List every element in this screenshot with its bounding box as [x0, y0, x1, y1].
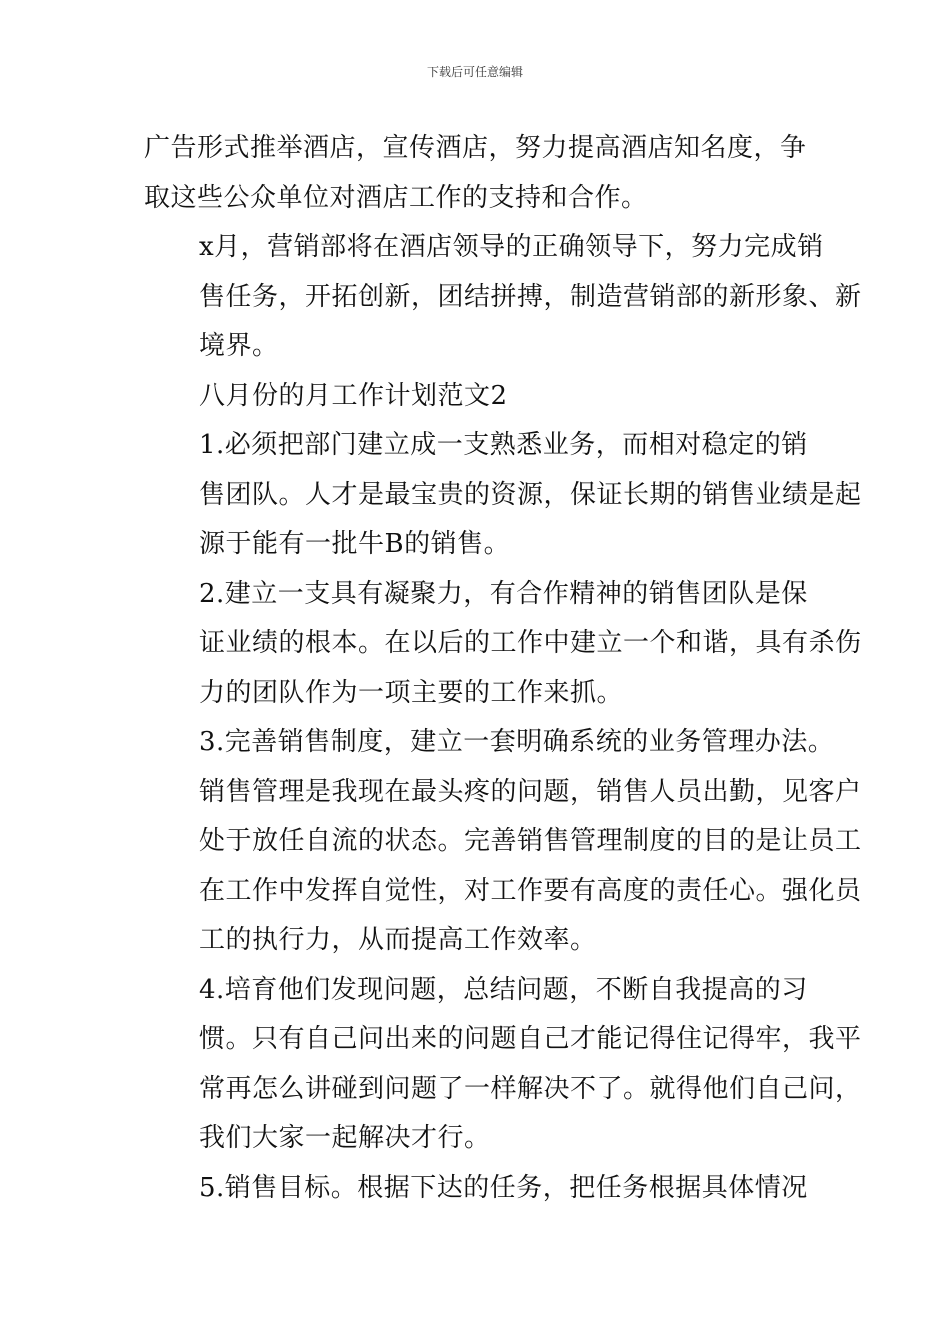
section-heading [144, 372, 810, 422]
text-line: 2.建立一支具有凝聚力，有合作精神的销售团队是保 [199, 578, 808, 609]
text-line: 常再怎么讲碰到问题了一样解决不了。就得他们自己问， [199, 1073, 862, 1104]
text-line: 证业绩的根本。在以后的工作中建立一个和谐，具有杀伤 [199, 628, 862, 658]
list-item-4 [144, 966, 862, 1164]
text-line: 售任务，开拓创新，团结拼搏，制造营销部的新形象、新 [199, 281, 862, 312]
text-line: 我们大家一起解决才行。 [199, 1123, 491, 1153]
text-line: 境界。 [199, 331, 279, 361]
text-line: 八月份的月工作计划范文2 [199, 380, 508, 411]
text-line: 处于放任自流的状态。完善销售管理制度的目的是让员工 [199, 826, 862, 856]
list-item-2 [144, 570, 862, 719]
text-line: 4.培育他们发现问题，总结问题，不断自我提高的习 [199, 974, 808, 1005]
text-line: 源于能有一批牛B的销售。 [199, 529, 511, 559]
paragraph-2 [144, 223, 862, 372]
text-line: 力的团队作为一项主要的工作来抓。 [199, 677, 624, 708]
document-body [144, 124, 862, 1213]
text-line: 1.必须把部门建立成一支熟悉业务，而相对稳定的销 [199, 430, 808, 460]
paragraph-1 [144, 124, 810, 223]
page-header: 下载后可任意编辑 [426, 65, 523, 79]
text-line: 工的执行力，从而提高工作效率。 [199, 925, 597, 955]
text-line: 5.销售目标。根据下达的任务，把任务根据具体情况 [199, 1172, 808, 1203]
list-item-1 [144, 421, 862, 570]
text-line: 惯。只有自己问出来的问题自己才能记得住记得牢，我平 [199, 1024, 862, 1054]
text-line: 3.完善销售制度，建立一套明确系统的业务管理办法。 [199, 727, 835, 757]
text-line: 广告形式推举酒店，宣传酒店，努力提高酒店知名度，争 [144, 133, 807, 163]
text-line: 在工作中发挥自觉性，对工作要有高度的责任心。强化员 [199, 875, 862, 906]
list-item-3 [144, 718, 862, 966]
list-item-5 [144, 1164, 810, 1214]
text-line: x月，营销部将在酒店领导的正确领导下，努力完成销 [199, 232, 824, 262]
text-line: 售团队。人才是最宝贵的资源，保证长期的销售业绩是起 [199, 479, 862, 510]
text-line: 取这些公众单位对酒店工作的支持和合作。 [144, 182, 648, 213]
text-line: 销售管理是我现在最头疼的问题，销售人员出勤，见客户 [199, 776, 862, 807]
